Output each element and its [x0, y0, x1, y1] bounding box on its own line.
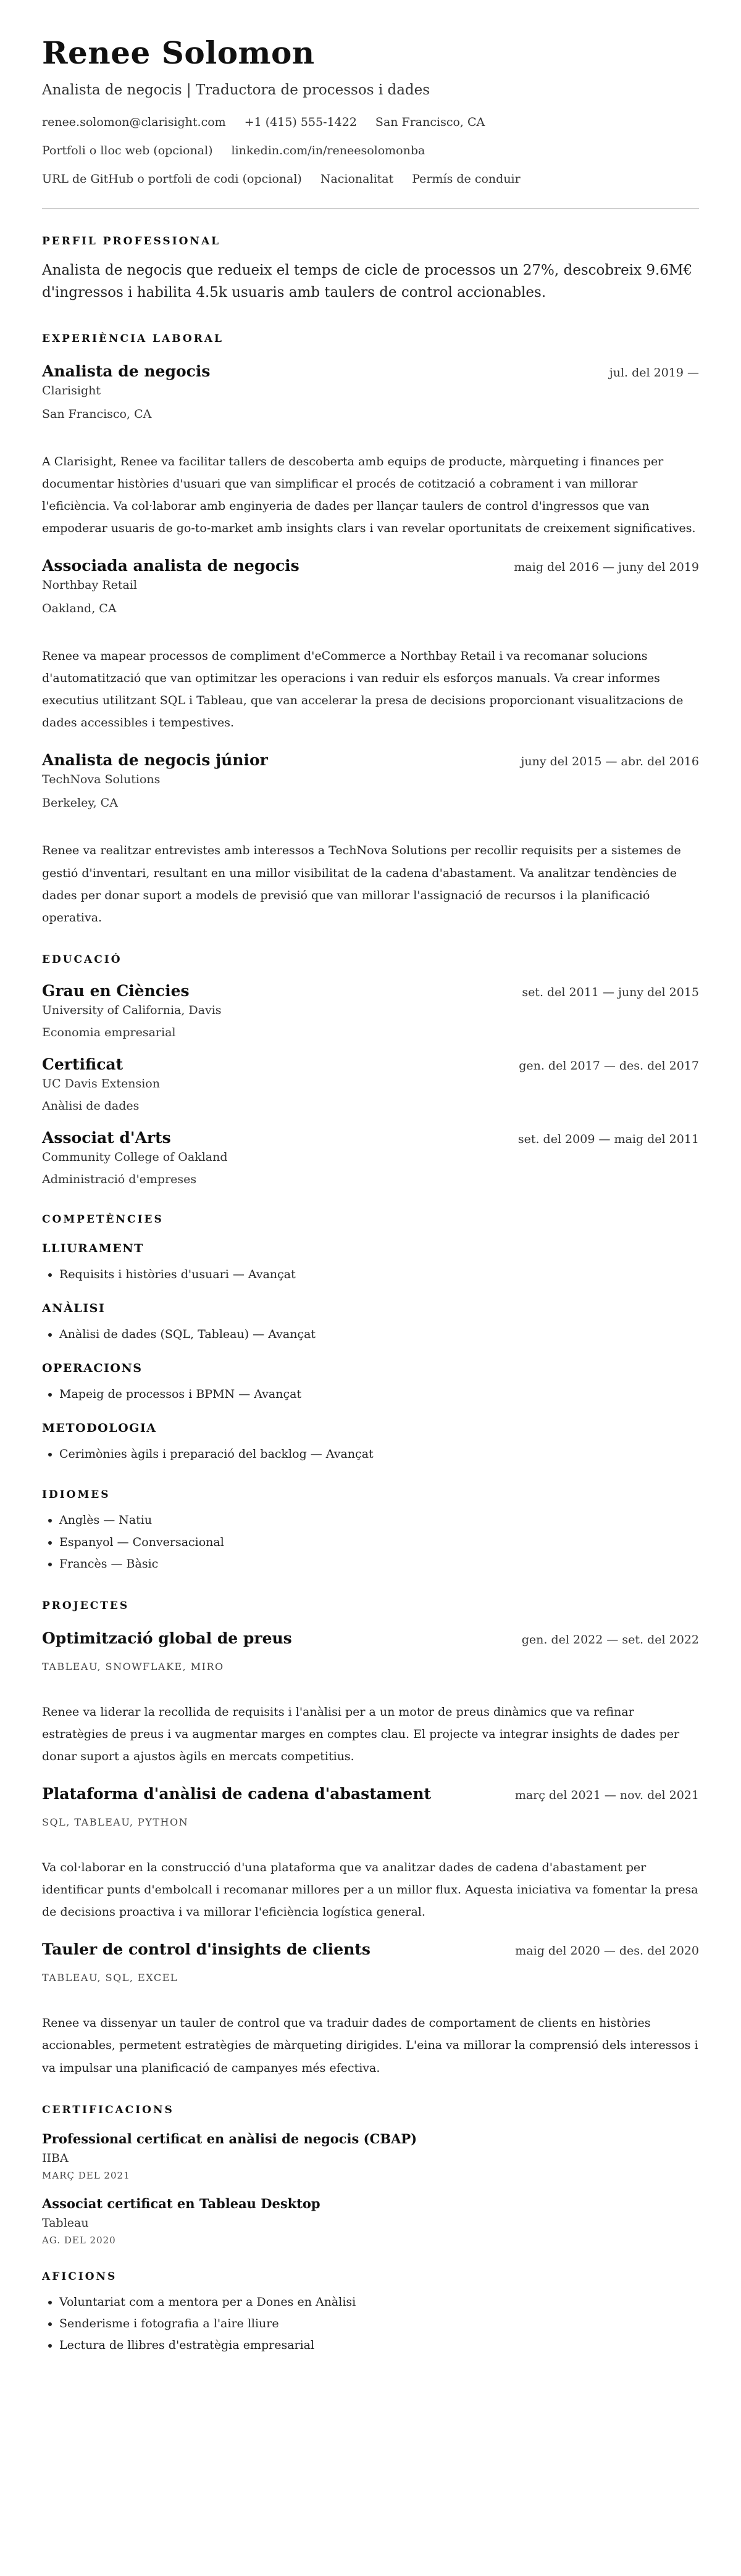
skill-category-title: METODOLOGIA: [42, 1421, 157, 1435]
degree-title: Associat d'Arts: [42, 1128, 171, 1147]
job-description: Renee va mapear processos de compliment d'eCommerce a Northbay Retail i va recomanar solucions d'automatització que van optimitzar les operacions i van reduir els esforços manuals. Va crear informes executius utilitzant SQL i Tableau, que van accelerar la presa de decisions proporcionant visualitzacions de dades accessibles i tempestives.: [42, 649, 684, 730]
language-item: • Francès — Bàsic: [59, 1553, 699, 1575]
project-dates: maig del 2020 — des. del 2020: [515, 1944, 699, 1958]
field-of-study: Anàlisi de dades: [42, 1099, 140, 1113]
job-title: Analista de negocis júnior: [42, 751, 268, 770]
experience-entry: [42, 751, 699, 928]
project-entry: [42, 1940, 699, 2079]
skill-list: [42, 1324, 699, 1345]
interests-heading: AFICIONS: [42, 2270, 117, 2283]
languages-heading: IDIOMES: [42, 1489, 111, 1502]
projects-heading: PROJECTES: [42, 1599, 130, 1612]
email-link[interactable]: renee.solomon@clarisight.com: [42, 115, 226, 129]
job-location: Oakland, CA: [42, 602, 117, 616]
company-name: TechNova Solutions: [42, 773, 161, 787]
skill-item: • Mapeig de processos i BPMN — Avançat: [59, 1384, 699, 1405]
job-dates: juny del 2015 — abr. del 2016: [521, 755, 699, 769]
school-name: University of California, Davis: [42, 1003, 222, 1017]
project-tech: SQL, TABLEAU, PYTHON: [42, 1816, 189, 1829]
project-tech: TABLEAU, SQL, EXCEL: [42, 1972, 178, 1984]
job-description: Renee va realitzar entrevistes amb interessos a TechNova Solutions per recollir requisits per a sistemes de gestió d'inventari, resultant en una millor visibilitat de la cadena d'abastament. Va analitzar tendències de dades per donar suport a models de previsió que van millorar l'assignació de recursos i la planificació operativa.: [42, 844, 681, 924]
project-dates: març del 2021 — nov. del 2021: [514, 1789, 699, 1803]
candidate-name: Renee Solomon: [42, 35, 315, 71]
candidate-headline: Analista de negocis | Traductora de processos i dades: [42, 82, 430, 98]
location-text: San Francisco, CA: [375, 115, 485, 129]
github-link[interactable]: URL de GitHub o portfoli de codi (opcional): [42, 172, 302, 186]
experience-entry: [42, 362, 699, 539]
project-description: Renee va liderar la recollida de requisits i l'anàlisi per a un motor de preus dinàmics que va refinar estratègies de preus i va augmentar marges en comptes clau. El projecte va integrar insights de dades per donar suport a ajustos àgils en mercats competitius.: [42, 1705, 680, 1763]
profile-section: [42, 235, 699, 304]
project-name: Optimització global de preus: [42, 1629, 292, 1647]
interest-item: • Senderisme i fotografia a l'aire lliure: [59, 2313, 699, 2335]
experience-entry: [42, 557, 699, 734]
company-name: Northbay Retail: [42, 578, 137, 592]
project-description: Renee va dissenyar un tauler de control que va traduir dades de comportament de clients en històries accionables, permetent estratègies de màrqueting dirigides. L'eina va millorar la comprensió dels interessos i va impulsar una planificació de campanyes més efectiva.: [42, 2016, 698, 2075]
project-tech: TABLEAU, SNOWFLAKE, MIRO: [42, 1660, 224, 1672]
certification-entry: [42, 2196, 699, 2246]
skills-heading: COMPETÈNCIES: [42, 1213, 164, 1226]
job-title: Analista de negocis: [42, 362, 211, 380]
job-description: A Clarisight, Renee va facilitar tallers de descoberta amb equips de producte, màrqueting i finances per documentar històries d'usuari que van simplificar el procés de cotització a cobrament i van millorar l'eficiència. Va col·laborar amb enginyeria de dades per llançar taulers de control d'ingressos que van empoderar usuaris de go-to-market amb insights clars i van revelar oportunitats de creixement significatives.: [42, 454, 696, 535]
job-location: Berkeley, CA: [42, 796, 118, 810]
linkedin-link[interactable]: linkedin.com/in/reneesolomonba: [231, 143, 425, 157]
interest-item: • Lectura de llibres d'estratègia empresarial: [59, 2335, 699, 2356]
education-section: [42, 954, 699, 1186]
education-entry: [42, 1055, 699, 1113]
school-name: Community College of Oakland: [42, 1150, 228, 1164]
certification-issuer: IIBA: [42, 2151, 69, 2165]
portfolio-link[interactable]: Portfoli o lloc web (opcional): [42, 143, 213, 157]
skill-item: • Cerimònies àgils i preparació del backlog — Avançat: [59, 1444, 699, 1465]
language-item: • Anglès — Natiu: [59, 1510, 699, 1531]
profile-heading: PERFIL PROFESSIONAL: [42, 235, 221, 248]
language-list: [42, 1510, 699, 1574]
skill-item: • Requisits i històries d'usuari — Avançat: [59, 1264, 699, 1286]
degree-title: Grau en Ciències: [42, 981, 190, 1000]
education-entry: [42, 982, 699, 1039]
education-dates: gen. del 2017 — des. del 2017: [519, 1058, 699, 1073]
job-dates: maig del 2016 — juny del 2019: [514, 560, 699, 575]
skills-section: [42, 1213, 699, 1466]
project-dates: gen. del 2022 — set. del 2022: [521, 1632, 699, 1647]
company-name: Clarisight: [42, 383, 101, 397]
skill-list: [42, 1384, 699, 1405]
contact-row-primary: [42, 115, 699, 130]
experience-heading: EXPERIÈNCIA LABORAL: [42, 332, 224, 345]
phone-number[interactable]: +1 (415) 555-1422: [244, 115, 357, 129]
certification-name: Professional certificat en anàlisi de negocis (CBAP): [42, 2130, 417, 2146]
job-location: San Francisco, CA: [42, 407, 152, 421]
language-item: • Espanyol — Conversacional: [59, 1532, 699, 1553]
education-dates: set. del 2011 — juny del 2015: [522, 985, 699, 999]
interest-list: [42, 2291, 699, 2356]
job-dates: jul. del 2019 —: [609, 365, 699, 380]
nationality-text: Nacionalitat: [320, 172, 394, 186]
certification-date: MARÇ DEL 2021: [42, 2169, 130, 2181]
skill-category-title: LLIURAMENT: [42, 1241, 144, 1255]
profile-summary: Analista de negocis que redueix el temps de cicle de processos un 27%, descobreix 9.6M€ d'ingressos i habilita 4.5k usuaris amb taulers de control accionables.: [42, 262, 693, 301]
certifications-section: [42, 2104, 699, 2246]
education-heading: EDUCACIÓ: [42, 953, 122, 966]
skill-item: • Anàlisi de dades (SQL, Tableau) — Avançat: [59, 1324, 699, 1345]
resume-header: [42, 36, 699, 209]
project-entry: [42, 1785, 699, 1923]
education-dates: set. del 2009 — maig del 2011: [517, 1132, 699, 1146]
skill-category-title: ANÀLISI: [42, 1301, 106, 1315]
projects-section: [42, 1600, 699, 2079]
project-name: Tauler de control d'insights de clients: [42, 1940, 371, 1959]
job-title: Associada analista de negocis: [42, 557, 299, 575]
interests-section: [42, 2271, 699, 2356]
field-of-study: Economia empresarial: [42, 1025, 176, 1039]
languages-section: [42, 1489, 699, 1574]
school-name: UC Davis Extension: [42, 1076, 160, 1091]
skill-list: [42, 1264, 699, 1286]
project-description: Va col·laborar en la construcció d'una plataforma que va analitzar dades de cadena d'abastament per identificar punts d'embolcall i recomanar millores per a un millor flux. Aquesta iniciativa va fomentar la presa de decisions proactiva i va millorar l'eficiència logística general.: [42, 1861, 698, 1919]
contact-row-extra: [42, 172, 699, 186]
project-name: Plataforma d'anàlisi de cadena d'abastament: [42, 1785, 432, 1803]
skill-list: [42, 1444, 699, 1465]
license-text: Permís de conduir: [412, 172, 521, 186]
degree-title: Certificat: [42, 1055, 124, 1073]
header-divider: [42, 208, 699, 209]
skill-category-title: OPERACIONS: [42, 1361, 143, 1376]
field-of-study: Administració d'empreses: [42, 1172, 197, 1186]
certifications-heading: CERTIFICACIONS: [42, 2103, 174, 2116]
certification-name: Associat certificat en Tableau Desktop: [42, 2195, 320, 2211]
experience-section: [42, 333, 699, 929]
project-entry: [42, 1629, 699, 1768]
certification-date: AG. DEL 2020: [42, 2234, 116, 2246]
education-entry: [42, 1129, 699, 1186]
interest-item: • Voluntariat com a mentora per a Dones en Anàlisi: [59, 2291, 699, 2313]
certification-issuer: Tableau: [42, 2216, 89, 2230]
contact-row-links: [42, 144, 699, 158]
certification-entry: [42, 2131, 699, 2181]
